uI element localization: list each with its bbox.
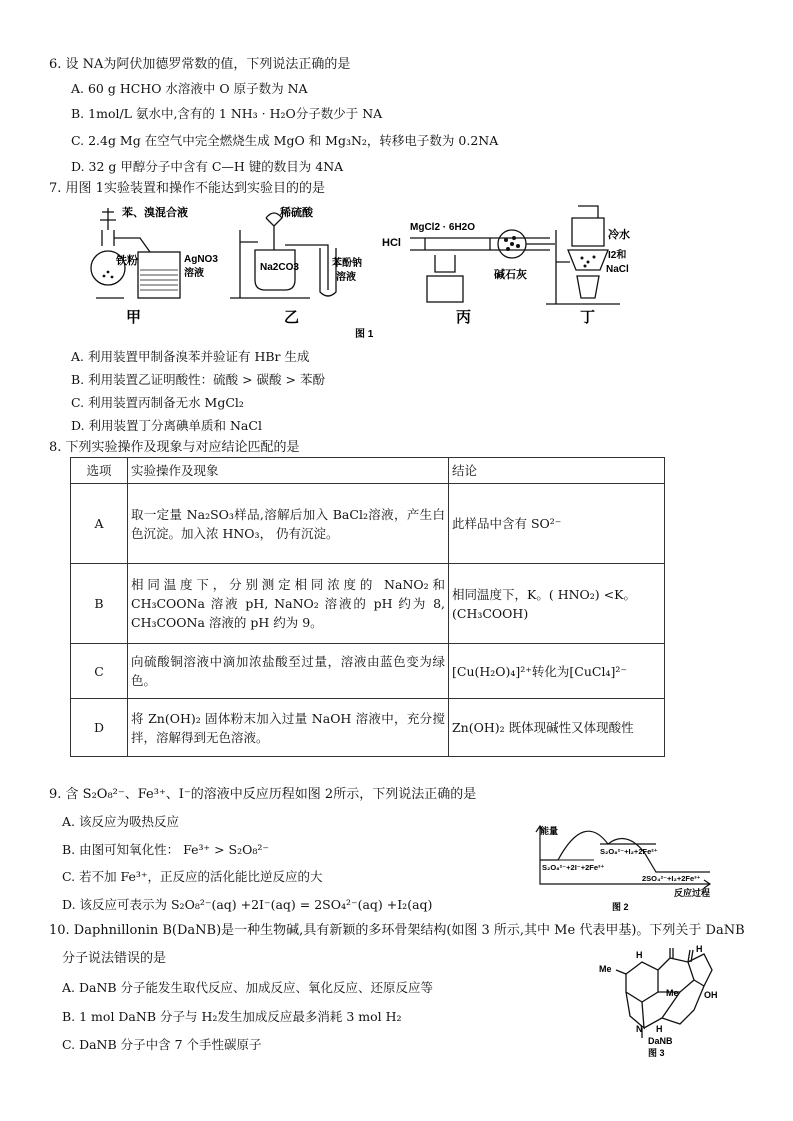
label-hcl: HCl: [382, 237, 401, 249]
figure-1-caption: 图 1: [355, 329, 374, 340]
label-bing: 丙: [456, 309, 472, 326]
label-agno3: AgNO3: [184, 254, 218, 265]
label-tiesi: 铁粉: [116, 255, 138, 267]
fig2-products: 2SO₄²⁻+I₂+2Fe³⁺: [642, 874, 701, 883]
q6-option-a: A. 60 g HCHO 水溶液中 O 原子数为 NA: [71, 81, 308, 96]
row-operation: 向硫酸铜溶液中滴加浓盐酸至过量，溶液由蓝色变为绿色。: [128, 644, 449, 699]
q6-option-b: B. 1mol/L 氨水中,含有的 1 NH₃ · H₂O分子数少于 NA: [71, 106, 383, 121]
row-conclusion: [Cu(H₂O)₄]²⁺转化为[CuCl₄]²⁻: [449, 644, 665, 699]
atom-h1: H: [636, 950, 643, 960]
header-conclusion: 结论: [449, 458, 665, 484]
label-benfenna-solution: 溶液: [336, 272, 356, 283]
row-conclusion: 相同温度下，K。( HNO₂) <K。(CH₃COOH): [449, 564, 665, 644]
label-xiliusuan: 稀硫酸: [280, 207, 313, 219]
danb-name: DaNB: [648, 1036, 673, 1046]
figure-2-energy-diagram: [534, 822, 714, 914]
table-row: [71, 564, 665, 644]
table-row: [71, 484, 665, 564]
label-jia: 甲: [126, 309, 142, 326]
row-option: D: [71, 699, 128, 757]
fig2-xlabel: 反应过程: [674, 888, 711, 898]
header-option: 选项: [71, 458, 128, 484]
fig2-caption: 图 2: [612, 902, 629, 912]
q8-table: [70, 457, 665, 757]
atom-me2: Me: [666, 988, 679, 998]
table-row: [71, 644, 665, 699]
q9-option-c: C. 若不加 Fe³⁺，正反应的活化能比逆反应的大: [62, 869, 323, 884]
row-operation: 取一定量 Na₂SO₃样品,溶解后加入 BaCl₂溶液，产生白色沉淀。加入浓 HNO₃， 仍有沉淀。: [128, 484, 449, 564]
q9-option-d: D. 该反应可表示为 S₂O₈²⁻(aq) +2I⁻(aq) = 2SO₄²⁻(aq) +I₂(aq): [62, 897, 433, 912]
label-na2co3: Na2CO3: [260, 262, 299, 273]
row-option: B: [71, 564, 128, 644]
q9-option-a: A. 该反应为吸热反应: [62, 814, 179, 829]
table-row: [71, 699, 665, 757]
row-conclusion: 此样品中含有 SO²⁻: [449, 484, 665, 564]
row-operation: 相同温度下，分别测定相同浓度的 NaNO₂和 CH₃COONa 溶液 pH, NaNO₂ 溶液的 pH 约为 8, CH₃COONa 溶液的 pH 约为 9。: [128, 564, 449, 644]
q8-stem: 8. 下列实验操作及现象与对应结论匹配的是: [49, 440, 300, 455]
fig3-caption: 图 3: [648, 1048, 665, 1058]
atom-me1: Me: [599, 964, 612, 974]
q6-option-d: D. 32 g 甲醇分子中含有 C—H 键的数目为 4NA: [71, 159, 344, 174]
label-jianshihui: 碱石灰: [494, 269, 527, 281]
label-ding: 丁: [580, 309, 596, 326]
atom-n: N: [636, 1024, 643, 1034]
row-operation: 将 Zn(OH)₂ 固体粉末加入过量 NaOH 溶液中，充分搅拌，溶解得到无色溶液。: [128, 699, 449, 757]
q7-option-b: B. 利用装置乙证明酸性：硫酸 > 碳酸 > 苯酚: [71, 372, 325, 387]
fig2-intermediate: S₂O₈²⁻+I₂+2Fe²⁺: [600, 847, 658, 856]
q6-option-c: C. 2.4g Mg 在空气中完全燃烧生成 MgO 和 Mg₃N₂，转移电子数为 0.2NA: [71, 133, 499, 148]
q10-stem-line1: 10. Daphnillonin B(DaNB)是一种生物碱,具有新颖的多环骨架结构(如图 3 所示,其中 Me 代表甲基)。下列关于 DaNB: [49, 923, 745, 938]
q7-option-c: C. 利用装置丙制备无水 MgCl₂: [71, 395, 244, 410]
q7-option-d: D. 利用装置丁分离碘单质和 NaCl: [71, 418, 262, 433]
atom-oh: OH: [704, 990, 718, 1000]
q9-option-b: B. 由图可知氧化性： Fe³⁺ > S₂O₈²⁻: [62, 842, 269, 857]
q10-option-b: B. 1 mol DaNB 分子与 H₂发生加成反应最多消耗 3 mol H₂: [62, 1009, 402, 1024]
q7-stem: 7. 用图 1实验装置和操作不能达到实验目的的是: [49, 181, 325, 196]
label-i2he: I2和: [608, 250, 627, 261]
figure-3-danb-structure: [596, 940, 726, 1058]
q7-option-a: A. 利用装置甲制备溴苯并验证有 HBr 生成: [71, 349, 310, 364]
q6-stem: 6. 设 NA为阿伏加德罗常数的值，下列说法正确的是: [49, 57, 351, 72]
label-nacl: NaCl: [606, 264, 629, 275]
fig2-reactants: S₂O₈²⁻+2I⁻+2Fe³⁺: [542, 863, 605, 872]
row-option: C: [71, 644, 128, 699]
label-benxiu: 苯、溴混合液: [122, 207, 188, 219]
label-lengshui: 冷水: [608, 229, 630, 241]
header-operation: 实验操作及现象: [128, 458, 449, 484]
label-yi: 乙: [284, 309, 300, 326]
table-header-row: [71, 458, 665, 484]
atom-h3: H: [656, 1024, 663, 1034]
q10-stem-line2: 分子说法错误的是: [62, 951, 167, 966]
row-conclusion: Zn(OH)₂ 既体现碱性又体现酸性: [449, 699, 665, 757]
q10-option-a: A. DaNB 分子能发生取代反应、加成反应、氧化反应、还原反应等: [62, 980, 434, 995]
label-benfenna: 苯酚钠: [332, 258, 362, 269]
q7-figure-apparatus: [80, 200, 640, 340]
atom-h2: H: [696, 944, 703, 954]
row-option: A: [71, 484, 128, 564]
q9-stem: 9. 含 S₂O₈²⁻、Fe³⁺、I⁻的溶液中反应历程如图 2所示，下列说法正确的是: [49, 787, 477, 802]
label-agno3-solution: 溶液: [184, 268, 204, 279]
label-mgcl2: MgCl2 · 6H2O: [410, 222, 476, 233]
q10-option-c: C. DaNB 分子中含 7 个手性碳原子: [62, 1037, 262, 1052]
fig2-ylabel: 能量: [540, 826, 559, 836]
